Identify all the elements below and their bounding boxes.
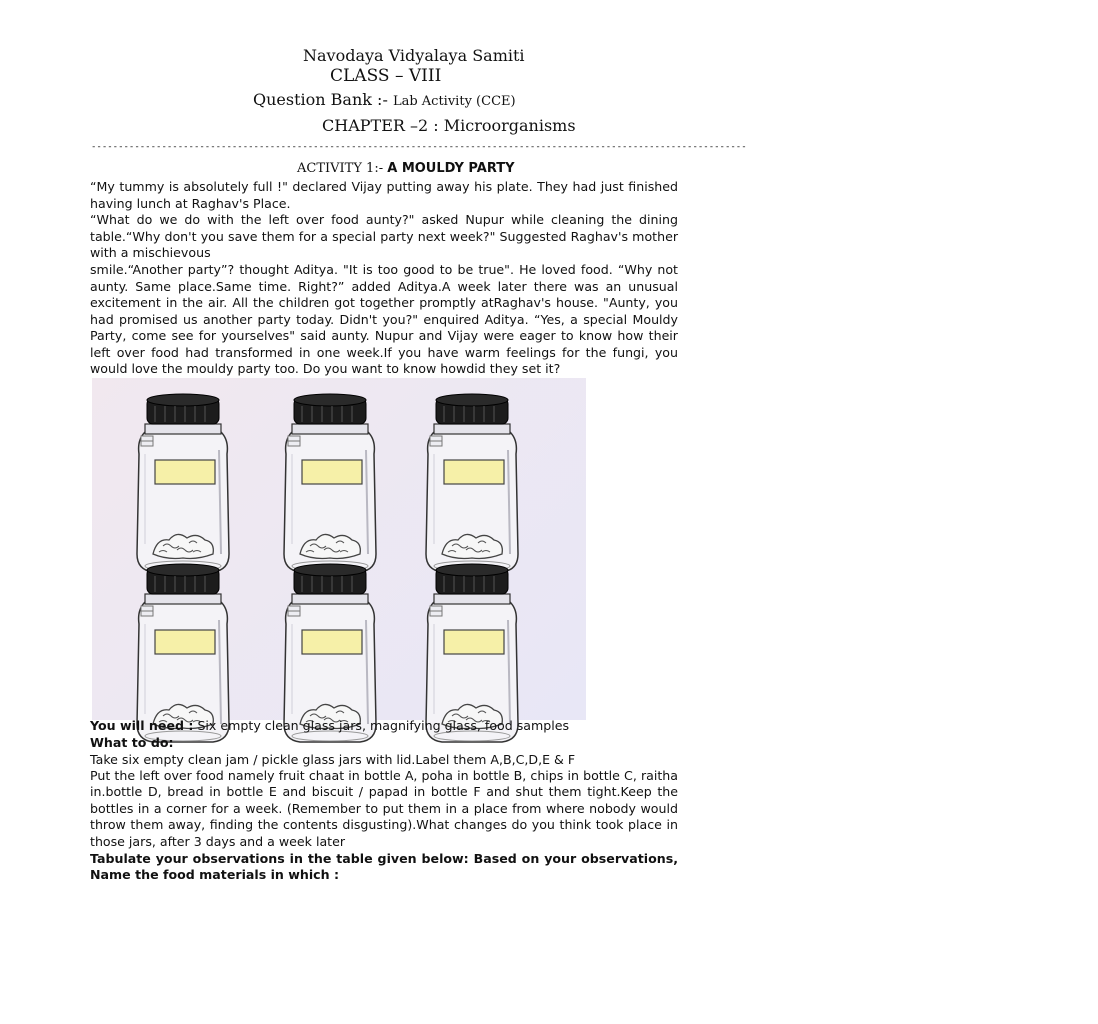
qbank-label: Question Bank :- <box>253 90 388 109</box>
jars-svg <box>92 378 586 720</box>
materials-label: You will need : <box>90 718 194 733</box>
jar-f <box>426 564 518 742</box>
activity-title <box>297 161 515 176</box>
question-bank-line <box>253 90 1021 109</box>
jar-b <box>284 394 376 572</box>
activity-label: ACTIVITY 1:- <box>297 161 384 176</box>
story-paragraph-2: “What do we do with the left over food aunty?" asked Nupur while cleaning the dining table.“Why don't you save them for a special party next week?" Suggested Raghav's mother with a mischievous <box>90 212 678 260</box>
qbank-type: Lab Activity (CCE) <box>392 94 516 109</box>
materials-line <box>90 718 678 734</box>
activity-name: A MOULDY PARTY <box>387 161 515 176</box>
tabulate-instruction: Tabulate your observations in the table given below: Based on your observations, Name the food materials in which : <box>90 851 678 883</box>
jars-illustration <box>92 378 586 720</box>
story-paragraph-3: smile.“Another party”? thought Aditya. "It is too good to be true". He loved food. “Why not aunty. Same place.Same time. Right?” added Aditya.A week later there was an unusual excitement in the air. All the children got together promptly atRaghav's house. "Aunty, you had promised us another party today. Didn't you?" enquired Aditya. “Yes, a special Mouldy Party, come see for yourselves" said aunty. Nupur and Vijay were eager to know how their left over food had transformed in one week.If you have warm feelings for the fungi, you would love the mouldy party too. Do you want to know howdid they set it? <box>90 262 678 376</box>
story-paragraph-1: “My tummy is absolutely full !" declared Vijay putting away his plate. They had just finished having lunch at Raghav's Place. <box>90 179 678 211</box>
jar-a <box>137 394 229 572</box>
class-title: CLASS – VIII <box>330 66 442 86</box>
procedure-step-2: Put the left over food namely fruit chaat in bottle A, poha in bottle B, chips in bottle C, raitha in.bottle D, bread in bottle E and biscuit / papad in bottle F and shut them tight.Keep the bottles in a corner for a week. (Remember to put them in a place from where nobody would throw them away, finding the contents disgusting).What changes do you think took place in those jars, after 3 days and a week later <box>90 768 678 849</box>
jar-d <box>137 564 229 742</box>
procedure-step-1: Take six empty clean jam / pickle glass jars with lid.Label them A,B,C,D,E & F <box>90 752 576 767</box>
jar-e <box>284 564 376 742</box>
materials-text: Six empty clean glass jars, magnifying glass, food samples <box>197 718 570 733</box>
divider-rule: ------------------------------------------------------------------------------------------------------------------------- <box>91 142 747 152</box>
jar-c <box>426 394 518 572</box>
chapter-title: CHAPTER –2 : Microorganisms <box>322 116 576 135</box>
procedure-heading: What to do: <box>90 735 174 750</box>
org-title: Navodaya Vidyalaya Samiti <box>303 46 525 65</box>
